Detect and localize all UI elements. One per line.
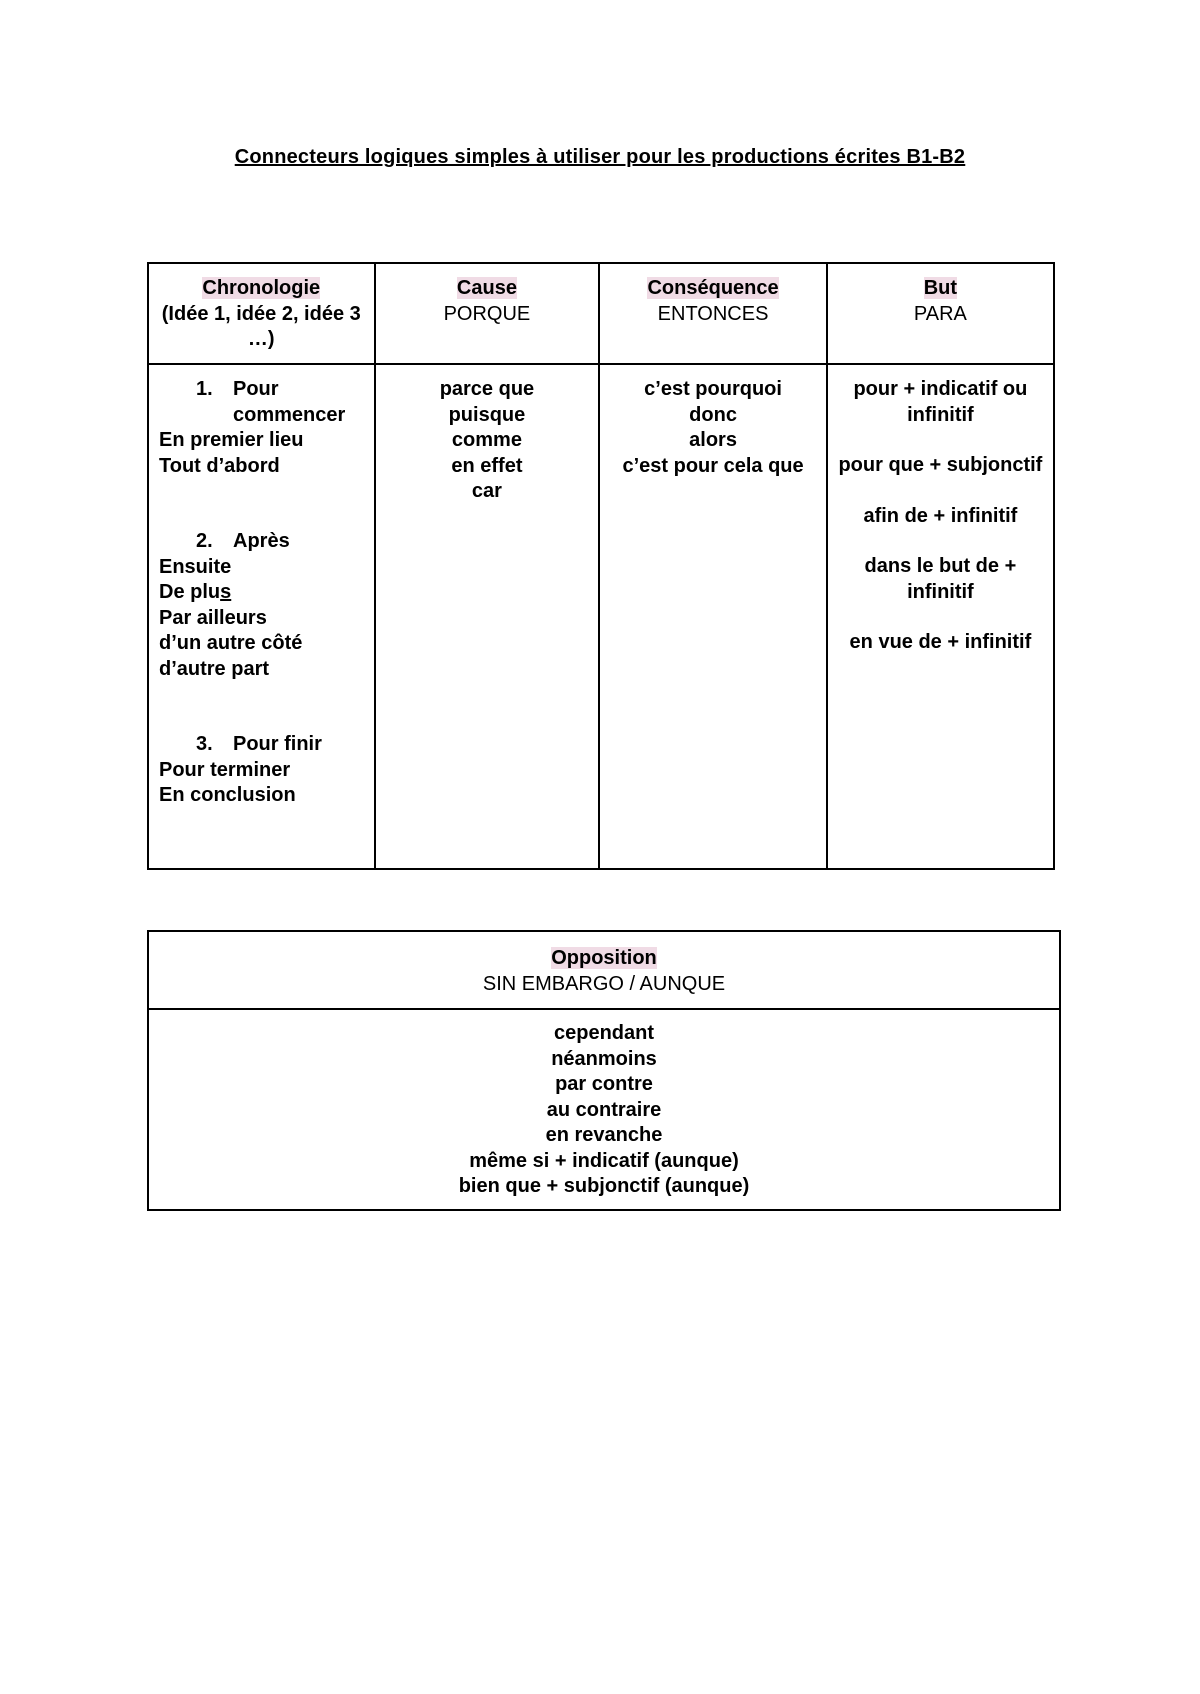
header-row — [148, 263, 1054, 364]
consequence-item: c’est pourquoi — [644, 378, 782, 400]
header-cause-sub: PORQUE — [443, 302, 531, 325]
header-consequence-label: Conséquence — [647, 277, 779, 299]
cause-item: car — [471, 480, 502, 502]
chrono-item-de-plus: De plus — [159, 581, 232, 603]
opposition-item: même si + indicatif (aunque) — [469, 1149, 739, 1172]
header-consequence-sub: ENTONCES — [657, 302, 769, 325]
but-item: pour + indicatif ou infinitif — [853, 378, 1028, 426]
header-chronologie-sub: (Idée 1, idée 2, idée 3 …) — [161, 302, 361, 350]
opposition-body-row — [148, 1009, 1060, 1210]
but-item: pour que + subjonctif — [838, 454, 1043, 476]
opposition-item: bien que + subjonctif (aunque) — [458, 1175, 750, 1197]
but-item: dans le but de + infinitif — [864, 555, 1017, 603]
chrono-item: En conclusion — [159, 784, 296, 806]
header-cell-chronologie — [148, 263, 375, 364]
chrono-item: d’un autre côté — [159, 632, 303, 654]
chrono-item: Pour terminer — [159, 758, 291, 781]
document-title: Connecteurs logiques simples à utiliser pour les productions écrites B1-B2 — [234, 146, 966, 168]
opposition-item: néanmoins — [551, 1047, 657, 1070]
chrono-group-2-heading: 2. Après — [196, 530, 290, 552]
chrono-group-1-heading: 1. Pour — [196, 378, 279, 400]
chrono-item: Par ailleurs — [159, 606, 267, 629]
but-cell — [827, 364, 1054, 869]
header-cell-but — [827, 263, 1054, 364]
chrono-item: Tout d’abord — [159, 454, 280, 477]
opposition-item: par contre — [555, 1073, 653, 1095]
opposition-header-row — [148, 931, 1060, 1009]
body-row — [148, 364, 1054, 869]
connectors-table — [147, 262, 1055, 870]
chrono-item: d’autre part — [159, 657, 270, 680]
opposition-body-cell — [148, 1009, 1060, 1210]
but-item: afin de + infinitif — [863, 504, 1018, 527]
consequence-item: c’est pour cela que — [622, 454, 804, 477]
chrono-item: Ensuite — [159, 555, 232, 578]
opposition-item: cependant — [553, 1022, 655, 1044]
but-item: en vue de + infinitif — [849, 631, 1032, 653]
chrono-item: En premier lieu — [159, 429, 304, 451]
header-but-sub: PARA — [913, 302, 967, 325]
opposition-sub: SIN EMBARGO / AUNQUE — [482, 972, 726, 995]
chronologie-cell — [148, 364, 375, 869]
opposition-label: Opposition — [551, 947, 657, 969]
cause-item: parce que — [439, 378, 535, 400]
opposition-table — [147, 930, 1061, 1211]
header-chronologie-label: Chronologie — [202, 277, 321, 299]
header-but-label: But — [923, 277, 958, 299]
chrono-group-1-heading-cont: commencer — [233, 403, 346, 426]
cause-item: puisque — [448, 403, 526, 426]
header-cell-consequence — [599, 263, 826, 364]
cause-cell — [375, 364, 600, 869]
chrono-group-3-heading: 3. Pour finir — [196, 733, 322, 755]
header-cause-label: Cause — [456, 277, 517, 299]
opposition-item: au contraire — [546, 1098, 662, 1121]
cause-item: en effet — [451, 454, 523, 477]
opposition-item: en revanche — [545, 1124, 663, 1146]
consequence-item: donc — [689, 403, 737, 426]
cause-item: comme — [451, 429, 522, 451]
opposition-header-cell — [148, 931, 1060, 1009]
consequence-cell — [599, 364, 826, 869]
consequence-item: alors — [689, 429, 737, 451]
header-cell-cause — [375, 263, 600, 364]
